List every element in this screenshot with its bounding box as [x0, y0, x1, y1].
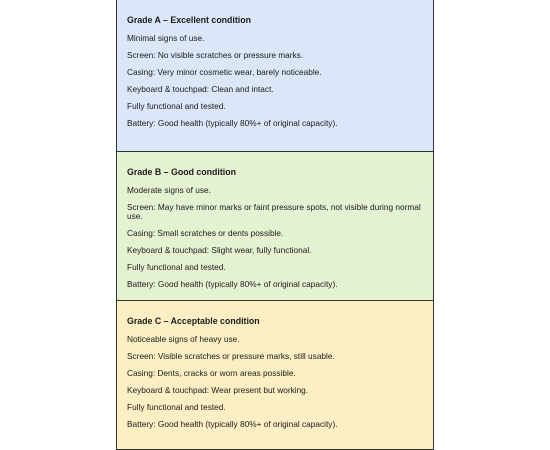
grade-a-line: Minimal signs of use. [127, 33, 205, 43]
grade-b-panel [116, 151, 434, 301]
grade-b-line: Keyboard & touchpad: Slight wear, fully functional. [127, 245, 312, 255]
grade-descriptions [116, 0, 434, 450]
grade-c-line: Fully functional and tested. [127, 402, 226, 412]
grade-b-line: Battery: Good health (typically 80%+ of original capacity). [127, 279, 338, 289]
grade-c-line: Battery: Good health (typically 80%+ of original capacity). [127, 419, 338, 429]
grade-c-line: Screen: Visible scratches or pressure marks, still usable. [127, 351, 335, 361]
grade-a-line: Keyboard & touchpad: Clean and intact. [127, 84, 274, 94]
grade-c-title: Grade C – Acceptable condition [127, 316, 260, 326]
grade-a-line: Casing: Very minor cosmetic wear, barely noticeable. [127, 67, 322, 77]
grade-a-line: Screen: No visible scratches or pressure marks. [127, 50, 304, 60]
grade-a-line: Fully functional and tested. [127, 101, 226, 111]
grade-c-panel [116, 300, 434, 450]
grade-b-line: Casing: Small scratches or dents possible. [127, 228, 284, 238]
grade-c-line: Keyboard & touchpad: Wear present but working. [127, 385, 309, 395]
grade-c-line: Noticeable signs of heavy use. [127, 334, 240, 344]
grade-a-title: Grade A – Excellent condition [127, 15, 251, 25]
grade-b-line: Fully functional and tested. [127, 262, 226, 272]
grade-a-panel [116, 0, 434, 152]
grade-a-line: Battery: Good health (typically 80%+ of original capacity). [127, 118, 338, 128]
grade-c-line: Casing: Dents, cracks or worn areas possible. [127, 368, 296, 378]
grade-b-line: Screen: May have minor marks or faint pressure spots, not visible during normal use. [127, 202, 421, 221]
grade-b-line: Moderate signs of use. [127, 185, 211, 195]
grade-b-title: Grade B – Good condition [127, 167, 236, 177]
